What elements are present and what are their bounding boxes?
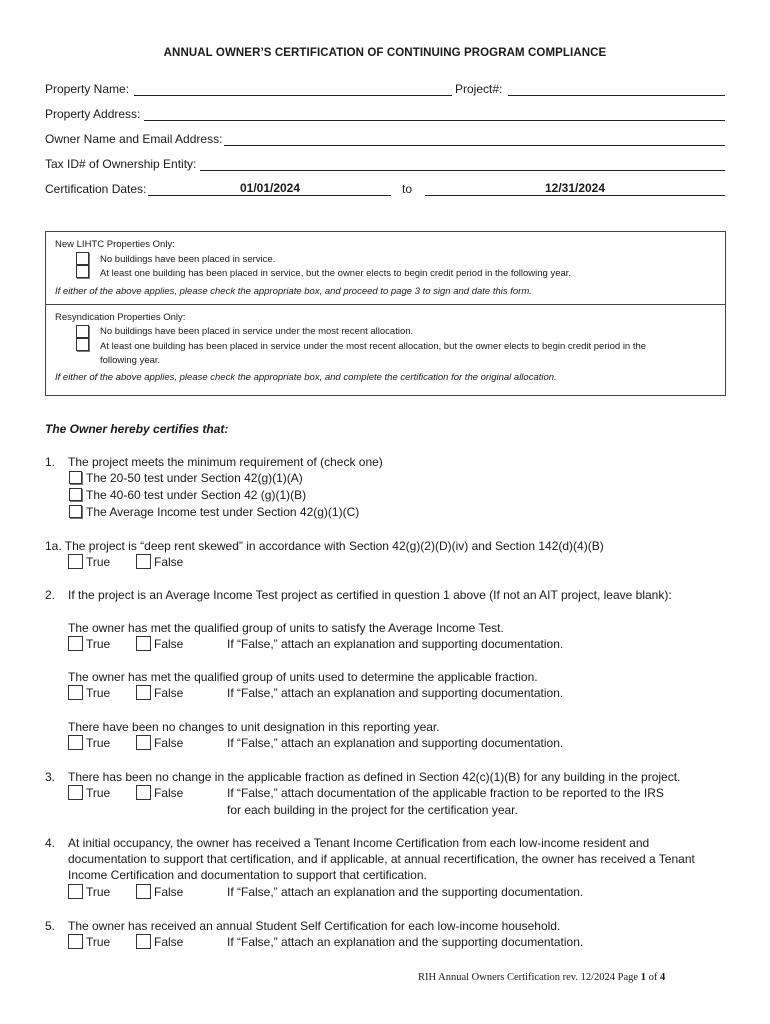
lihtc-note: If either of the above applies, please check the appropriate box, and proceed to page 3 to sign and date this form. (55, 286, 532, 297)
lihtc-option-2: At least one building has been placed in service, but the owner elects to begin credit period in the following year. (100, 268, 572, 279)
q1-40-60-checkbox[interactable] (69, 488, 82, 501)
q1a-false-checkbox[interactable] (136, 554, 151, 569)
lihtc-one-building-checkbox[interactable] (76, 265, 89, 278)
q1a-false-label: False (154, 555, 184, 569)
property-name-field[interactable] (134, 95, 452, 96)
q3-text: There has been no change in the applicable fraction as defined in Section 42(c)(1)(B) for any building in the project. (68, 770, 681, 784)
q5-true-label: True (86, 935, 111, 949)
q5-text: The owner has received an annual Student Self Certification for each low-income household. (68, 919, 561, 933)
q4-note: If “False,” attach an explanation and the supporting documentation. (227, 885, 584, 899)
q2-number: 2. (45, 588, 56, 602)
owner-name-email-label: Owner Name and Email Address: (45, 132, 223, 146)
certification-start-date: 01/01/2024 (239, 181, 301, 195)
resyn-option-2-line-1: At least one building has been placed in service under the most recent allocation, but the owner elects to begin credit period in the (100, 341, 647, 352)
q1-average-income-checkbox[interactable] (69, 505, 82, 518)
certification-dates-label: Certification Dates: (45, 182, 147, 196)
certification-start-field[interactable] (148, 195, 391, 196)
lihtc-no-buildings-checkbox[interactable] (76, 252, 89, 265)
q2-s2-true-label: True (86, 686, 111, 700)
footer-page-total: 4 (659, 972, 666, 983)
q2-s1-note: If “False,” attach an explanation and supporting documentation. (227, 637, 564, 651)
q2-s1-false-checkbox[interactable] (136, 636, 151, 651)
q2-s3-true-label: True (86, 736, 111, 750)
q4-false-checkbox[interactable] (136, 884, 151, 899)
resyn-option-2-line-2: following year. (100, 355, 161, 366)
q1a-true-checkbox[interactable] (68, 554, 83, 569)
property-name-label: Property Name: (45, 82, 130, 96)
lihtc-heading: New LIHTC Properties Only: (55, 239, 175, 250)
q2-s3-true-checkbox[interactable] (68, 735, 83, 750)
q4-line-1: At initial occupancy, the owner has received a Tenant Income Certification from each low-income resident and (68, 836, 650, 850)
certification-end-field[interactable] (425, 195, 725, 196)
q2-s3-false-label: False (154, 736, 184, 750)
q1a-text: 1a. The project is “deep rent skewed” in accordance with Section 42(g)(2)(D)(iv) and Section 142(d)(4)(B) (45, 539, 604, 553)
q3-note-line-1: If “False,” attach documentation of the applicable fraction to be reported to the IRS (227, 786, 664, 800)
q5-false-checkbox[interactable] (136, 934, 151, 949)
q3-false-label: False (154, 786, 184, 800)
q1-option-a: The 20-50 test under Section 42(g)(1)(A) (86, 471, 303, 485)
q1-number: 1. (45, 455, 56, 469)
q4-line-2: documentation to support that certification, and if applicable, at annual recertification, the owner has received a Tenant (68, 852, 695, 866)
q5-false-label: False (154, 935, 184, 949)
q2-s3-text: There have been no changes to unit designation in this reporting year. (68, 720, 440, 734)
certification-end-date: 12/31/2024 (544, 181, 606, 195)
footer-page-number: 1 (640, 972, 646, 983)
q5-true-checkbox[interactable] (68, 934, 83, 949)
q3-true-label: True (86, 786, 111, 800)
q2-s2-true-checkbox[interactable] (68, 685, 83, 700)
certifies-heading: The Owner hereby certifies that: (45, 422, 229, 436)
q2-text: If the project is an Average Income Test project as certified in question 1 above (If not an AIT project, leave blank): (68, 588, 672, 602)
q2-s2-false-label: False (154, 686, 184, 700)
page-title: ANNUAL OWNER’S CERTIFICATION OF CONTINUING PROGRAM COMPLIANCE (163, 47, 607, 59)
q2-s1-true-label: True (86, 637, 111, 651)
footer-of: of (645, 972, 660, 983)
q4-false-label: False (154, 885, 184, 899)
q4-number: 4. (45, 836, 56, 850)
q2-s2-false-checkbox[interactable] (136, 685, 151, 700)
q2-s1-true-checkbox[interactable] (68, 636, 83, 651)
q1-20-50-checkbox[interactable] (69, 471, 82, 484)
to-label: to (402, 182, 413, 196)
q1-option-b: The 40-60 test under Section 42 (g)(1)(B) (86, 488, 307, 502)
tax-id-label: Tax ID# of Ownership Entity: (45, 157, 197, 171)
q2-s2-note: If “False,” attach an explanation and supporting documentation. (227, 686, 564, 700)
q5-note: If “False,” attach an explanation and the supporting documentation. (227, 935, 584, 949)
footer-text: RIH Annual Owners Certification rev. 12/2024 Page (418, 972, 641, 983)
q1-text: The project meets the minimum requirement of (check one) (68, 455, 383, 469)
q2-s1-text: The owner has met the qualified group of units to satisfy the Average Income Test. (68, 621, 504, 635)
q2-s3-note: If “False,” attach an explanation and supporting documentation. (227, 736, 564, 750)
q4-line-3: Income Certification and documentation to support that certification. (68, 868, 427, 882)
resyn-note: If either of the above applies, please check the appropriate box, and complete the certification for the original allocation. (55, 372, 557, 383)
q2-s3-false-checkbox[interactable] (136, 735, 151, 750)
resyn-option-1: No buildings have been placed in service under the most recent allocation. (100, 326, 414, 337)
q5-number: 5. (45, 919, 56, 933)
owner-name-email-field[interactable] (224, 145, 725, 146)
resyn-no-buildings-checkbox[interactable] (76, 325, 89, 338)
property-address-label: Property Address: (45, 107, 141, 121)
q4-true-label: True (86, 885, 111, 899)
resyndication-heading: Resyndication Properties Only: (55, 312, 186, 323)
project-number-field[interactable] (508, 95, 725, 96)
property-address-field[interactable] (144, 120, 725, 121)
q3-false-checkbox[interactable] (136, 785, 151, 800)
box-divider (45, 304, 726, 305)
q1a-true-label: True (86, 555, 111, 569)
q2-s2-text: The owner has met the qualified group of units used to determine the applicable fraction. (68, 670, 538, 684)
page-footer (418, 972, 665, 983)
q2-s1-false-label: False (154, 637, 184, 651)
resyn-one-building-checkbox[interactable] (76, 338, 89, 351)
q3-number: 3. (45, 770, 56, 784)
q3-true-checkbox[interactable] (68, 785, 83, 800)
tax-id-field[interactable] (200, 170, 725, 171)
q1-option-c: The Average Income test under Section 42(g)(1)(C) (86, 505, 360, 519)
q4-true-checkbox[interactable] (68, 884, 83, 899)
lihtc-option-1: No buildings have been placed in service. (100, 254, 276, 265)
q3-note-line-2: for each building in the project for the certification year. (227, 803, 518, 817)
project-number-label: Project#: (455, 82, 503, 96)
